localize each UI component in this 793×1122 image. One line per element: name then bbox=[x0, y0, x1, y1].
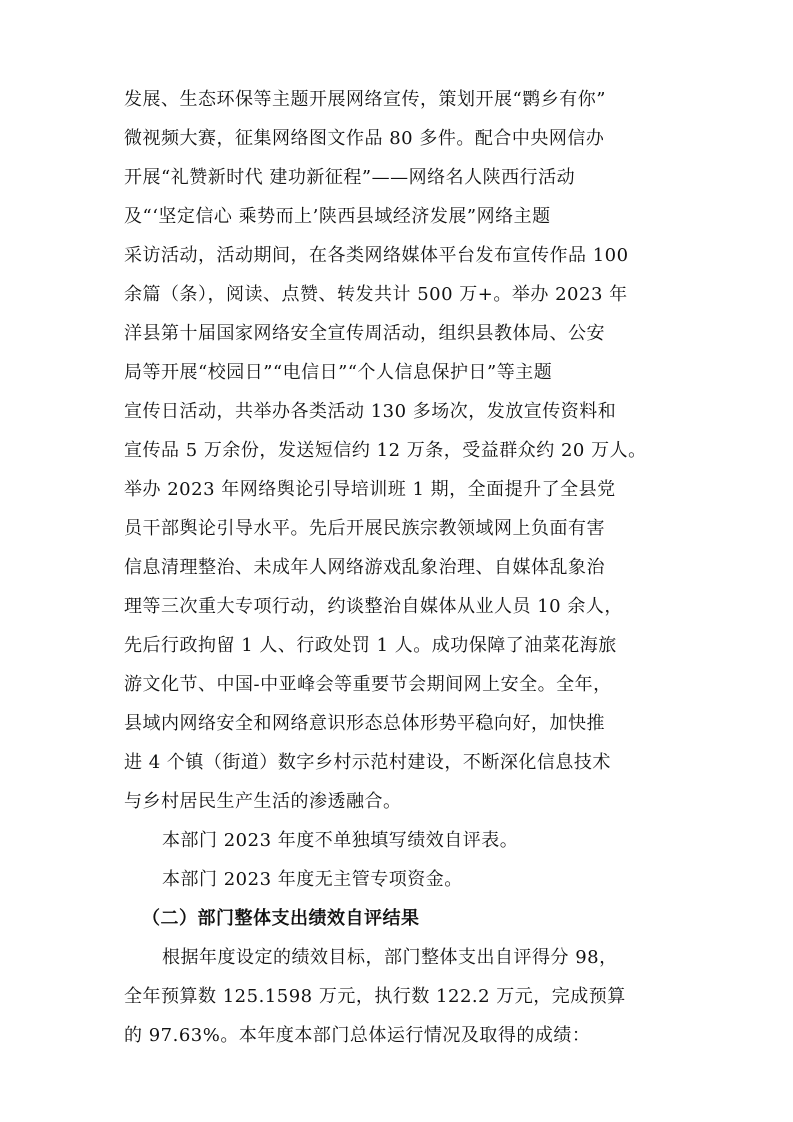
text-line: 信息清理整治、未成年人网络游戏乱象治理、自媒体乱象治 bbox=[124, 557, 605, 578]
text-line: 发展、生态环保等主题开展网络宣传，策划开展“鹮乡有你” bbox=[124, 89, 606, 110]
text-line: 与乡村居民生产生活的渗透融合。 bbox=[124, 791, 402, 812]
text-line: 员干部舆论引导水平。先后开展民族宗教领域网上负面有害 bbox=[124, 518, 605, 539]
text-line: 采访活动，活动期间，在各类网络媒体平台发布宣传作品 100 bbox=[124, 245, 629, 266]
text-line: 举办 2023 年网络舆论引导培训班 1 期，全面提升了全县党 bbox=[124, 479, 616, 500]
text-line: 宣传日活动，共举办各类活动 130 多场次，发放宣传资料和 bbox=[124, 401, 617, 422]
text-line: 微视频大赛，征集网络图文作品 80 多件。配合中央网信办 bbox=[124, 128, 605, 149]
text-line: 及“‘坚定信心 乘势而上’陕西县域经济发展”网络主题 bbox=[124, 206, 551, 227]
paragraph-self-evaluation-result bbox=[124, 938, 684, 1055]
text-line: 先后行政拘留 1 人、行政处罚 1 人。成功保障了油菜花海旅 bbox=[124, 635, 617, 656]
text-line: 进 4 个镇（街道）数字乡村示范村建设，不断深化信息技术 bbox=[124, 752, 611, 773]
text-line: 宣传品 5 万余份，发送短信约 12 万条，受益群众约 20 万人。 bbox=[124, 440, 647, 461]
text-line: 开展“礼赞新时代 建功新征程”——网络名人陕西行活动 bbox=[124, 167, 576, 188]
text-line: 余篇（条），阅读、点赞、转发共计 500 万+。举办 2023 年 bbox=[124, 284, 628, 305]
text-line: 县域内网络安全和网络意识形态总体形势平稳向好，加快推 bbox=[124, 713, 605, 734]
paragraph-no-special-funds: 本部门 2023 年度无主管专项资金。 bbox=[162, 869, 463, 890]
text-line: 理等三次重大专项行动，约谈整治自媒体从业人员 10 余人， bbox=[124, 596, 623, 617]
text-line: 局等开展“校园日”“电信日”“个人信息保护日”等主题 bbox=[124, 362, 553, 383]
paragraph-no-self-evaluation-form: 本部门 2023 年度不单独填写绩效自评表。 bbox=[162, 830, 519, 851]
text-line: 根据年度设定的绩效目标，部门整体支出自评得分 98， bbox=[162, 947, 618, 968]
text-line: 游文化节、中国-中亚峰会等重要节会期间网上安全。全年， bbox=[124, 674, 612, 695]
document-body bbox=[124, 80, 684, 1055]
paragraph-online-publicity bbox=[124, 80, 684, 821]
section-heading: （二）部门整体支出绩效自评结果 bbox=[142, 908, 420, 929]
text-line: 全年预算数 125.1598 万元，执行数 122.2 万元，完成预算 bbox=[124, 986, 626, 1007]
text-line: 的 97.63%。本年度本部门总体运行情况及取得的成绩： bbox=[124, 1025, 591, 1046]
text-line: 洋县第十届国家网络安全宣传周活动，组织县教体局、公安 bbox=[124, 323, 605, 344]
